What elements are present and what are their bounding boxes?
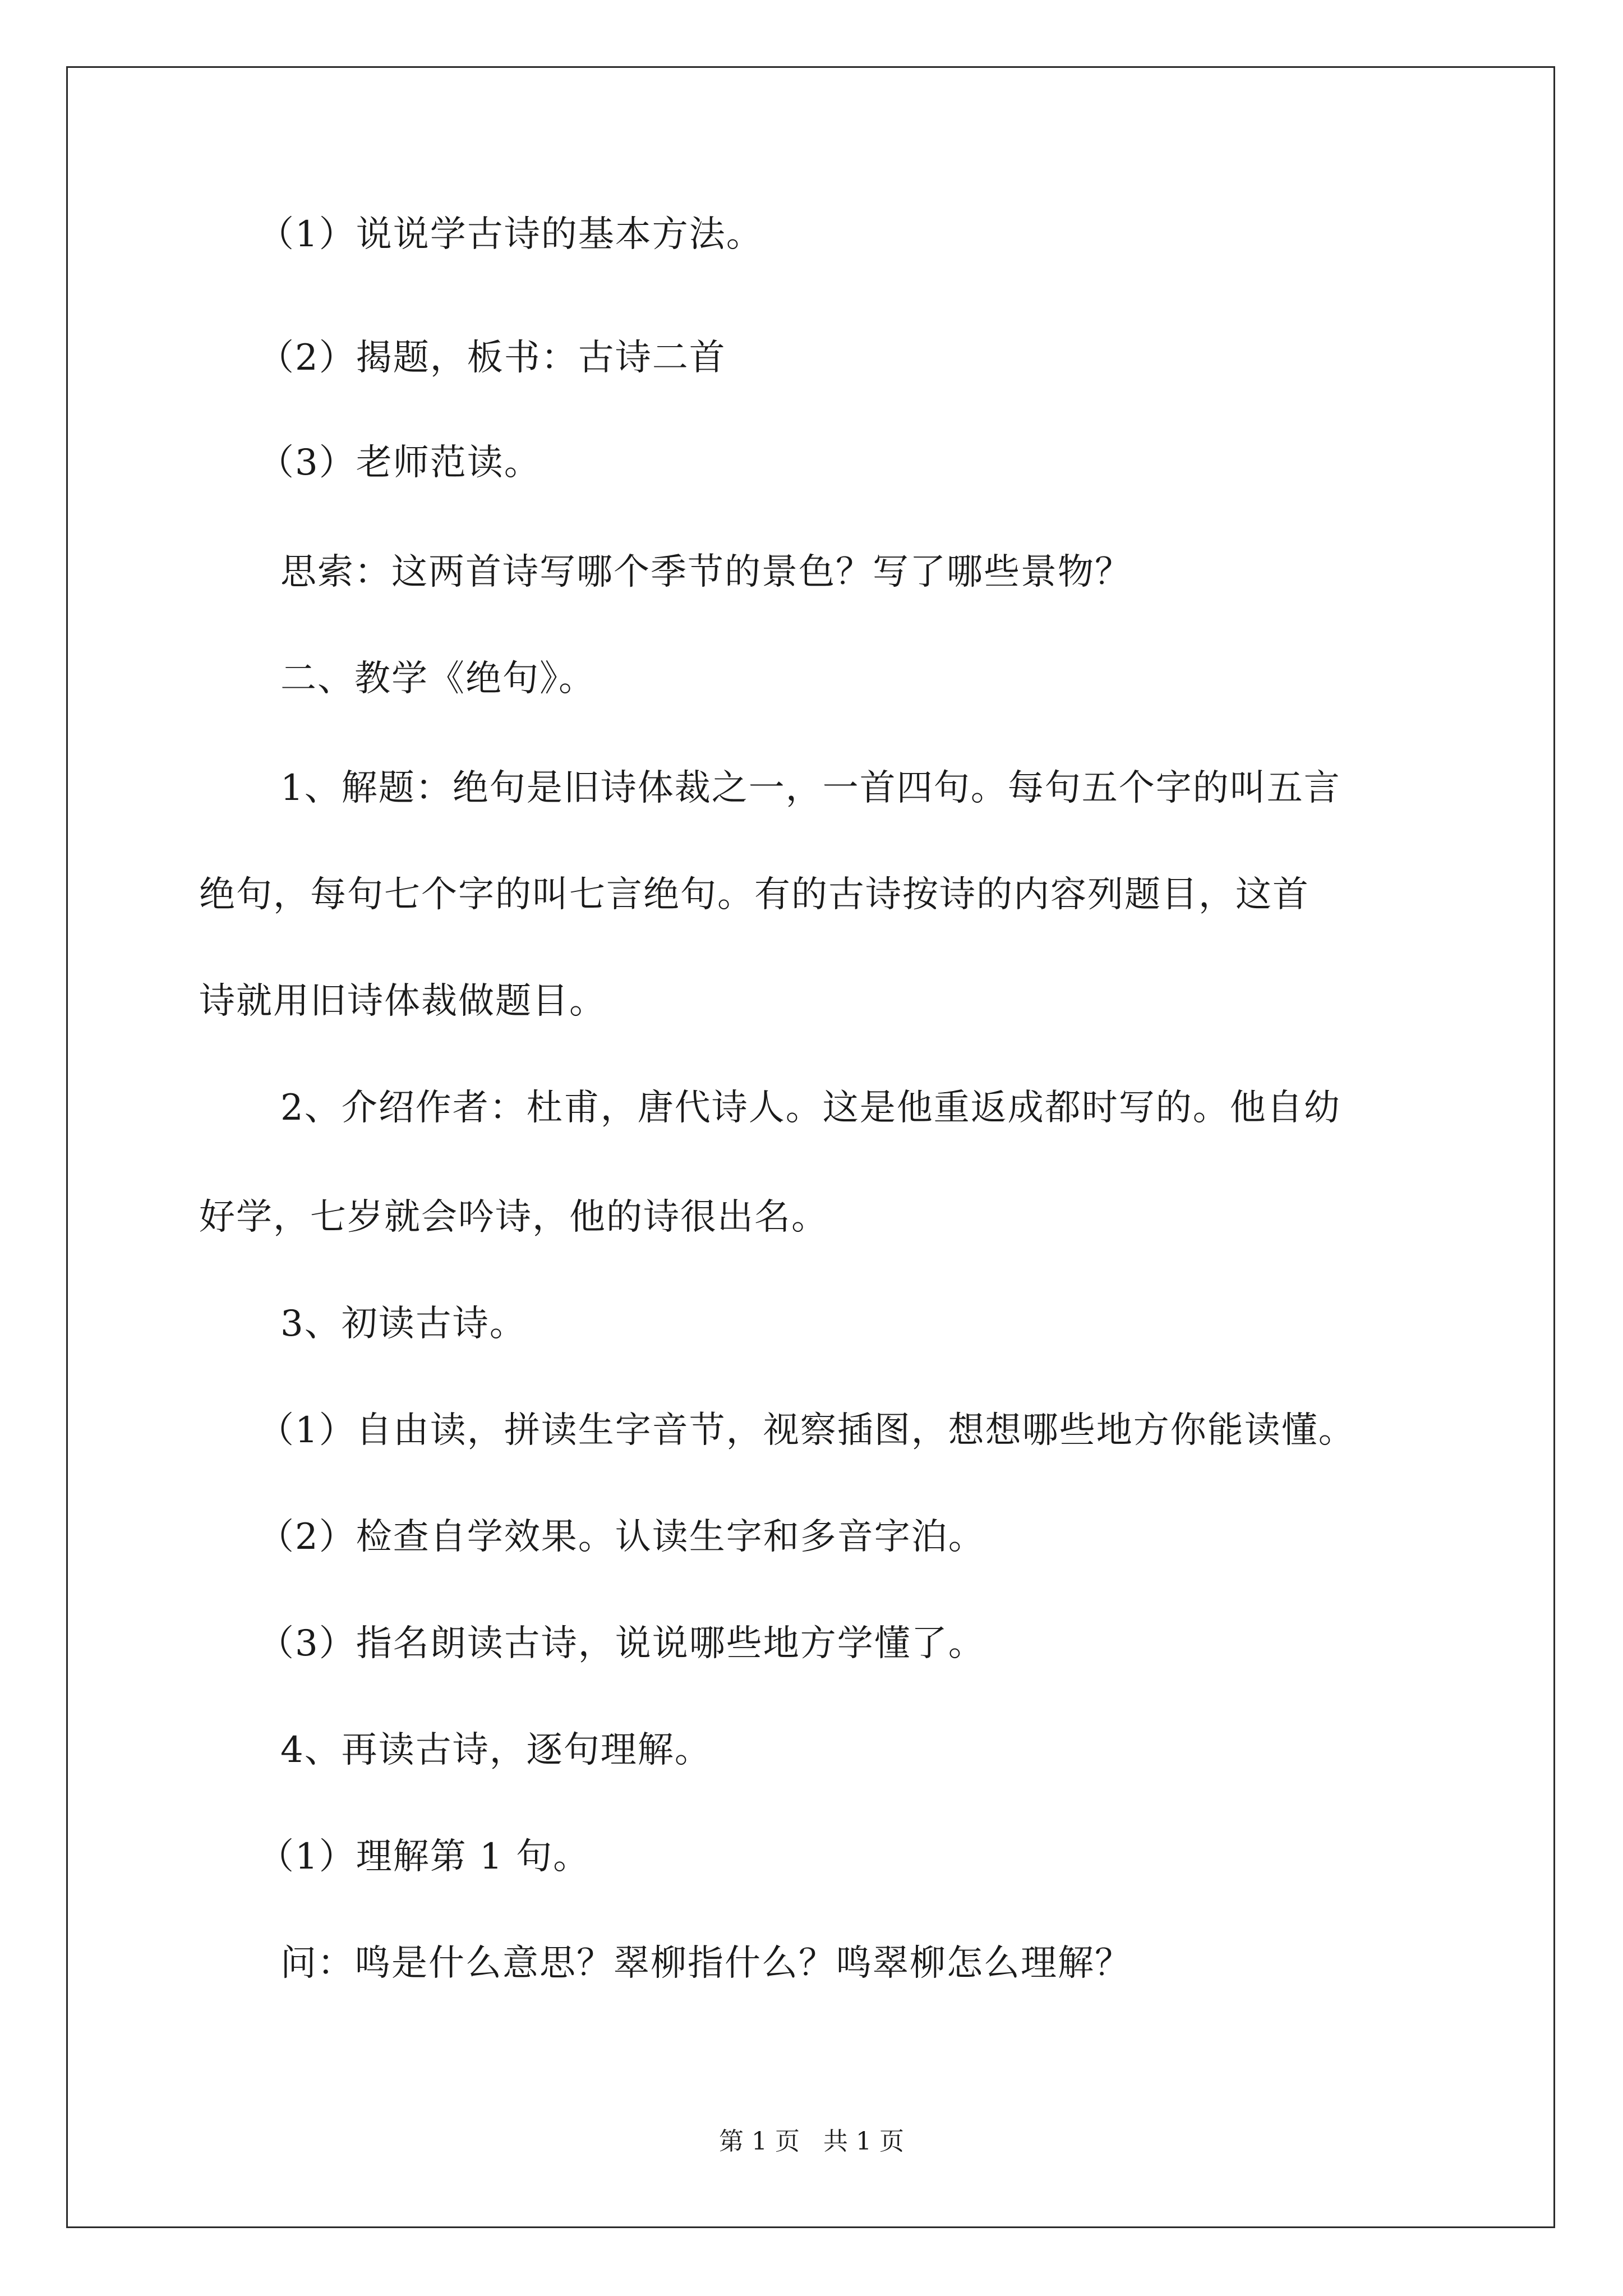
- text-line: （3）指名朗读古诗，说说哪些地方学懂了。: [258, 1623, 985, 1664]
- text-line: 3、初读古诗。: [280, 1303, 527, 1345]
- text-line: 诗就用旧诗体裁做题目。: [199, 981, 606, 1022]
- text-line: （1）自由读，拼读生字音节，视察插图，想想哪些地方你能读懂。: [258, 1410, 1355, 1451]
- text-line: （1）说说学古诗的基本方法。: [258, 214, 763, 255]
- page-footer: 第 1 页 共 1 页: [719, 2127, 904, 2156]
- text-line: （2）检查自学效果。认读生字和多音字泊。: [258, 1516, 985, 1558]
- text-line: 2、介绍作者：杜甫，唐代诗人。这是他重返成都时写的。他自幼: [280, 1087, 1341, 1129]
- text-line: （1）理解第 1 句。: [258, 1836, 591, 1878]
- text-line: 思索：这两首诗写哪个季节的景色？写了哪些景物？: [280, 551, 1132, 593]
- text-line: 绝句，每句七个字的叫七言绝句。有的古诗按诗的内容列题目，这首: [199, 874, 1310, 915]
- text-line: 好学，七岁就会吟诗，他的诗很出名。: [199, 1197, 828, 1238]
- text-line: 问：鸣是什么意思？翠柳指什么？鸣翠柳怎么理解？: [280, 1943, 1132, 1984]
- text-line: （2）揭题，板书：古诗二首: [258, 337, 726, 379]
- text-line: 二、教学《绝句》。: [280, 658, 596, 700]
- text-line: 4、再读古诗，逐句理解。: [280, 1729, 712, 1771]
- text-line: 1、解题：绝句是旧诗体裁之一，一首四句。每句五个字的叫五言: [280, 767, 1341, 809]
- text-line: （3）老师范读。: [258, 442, 541, 484]
